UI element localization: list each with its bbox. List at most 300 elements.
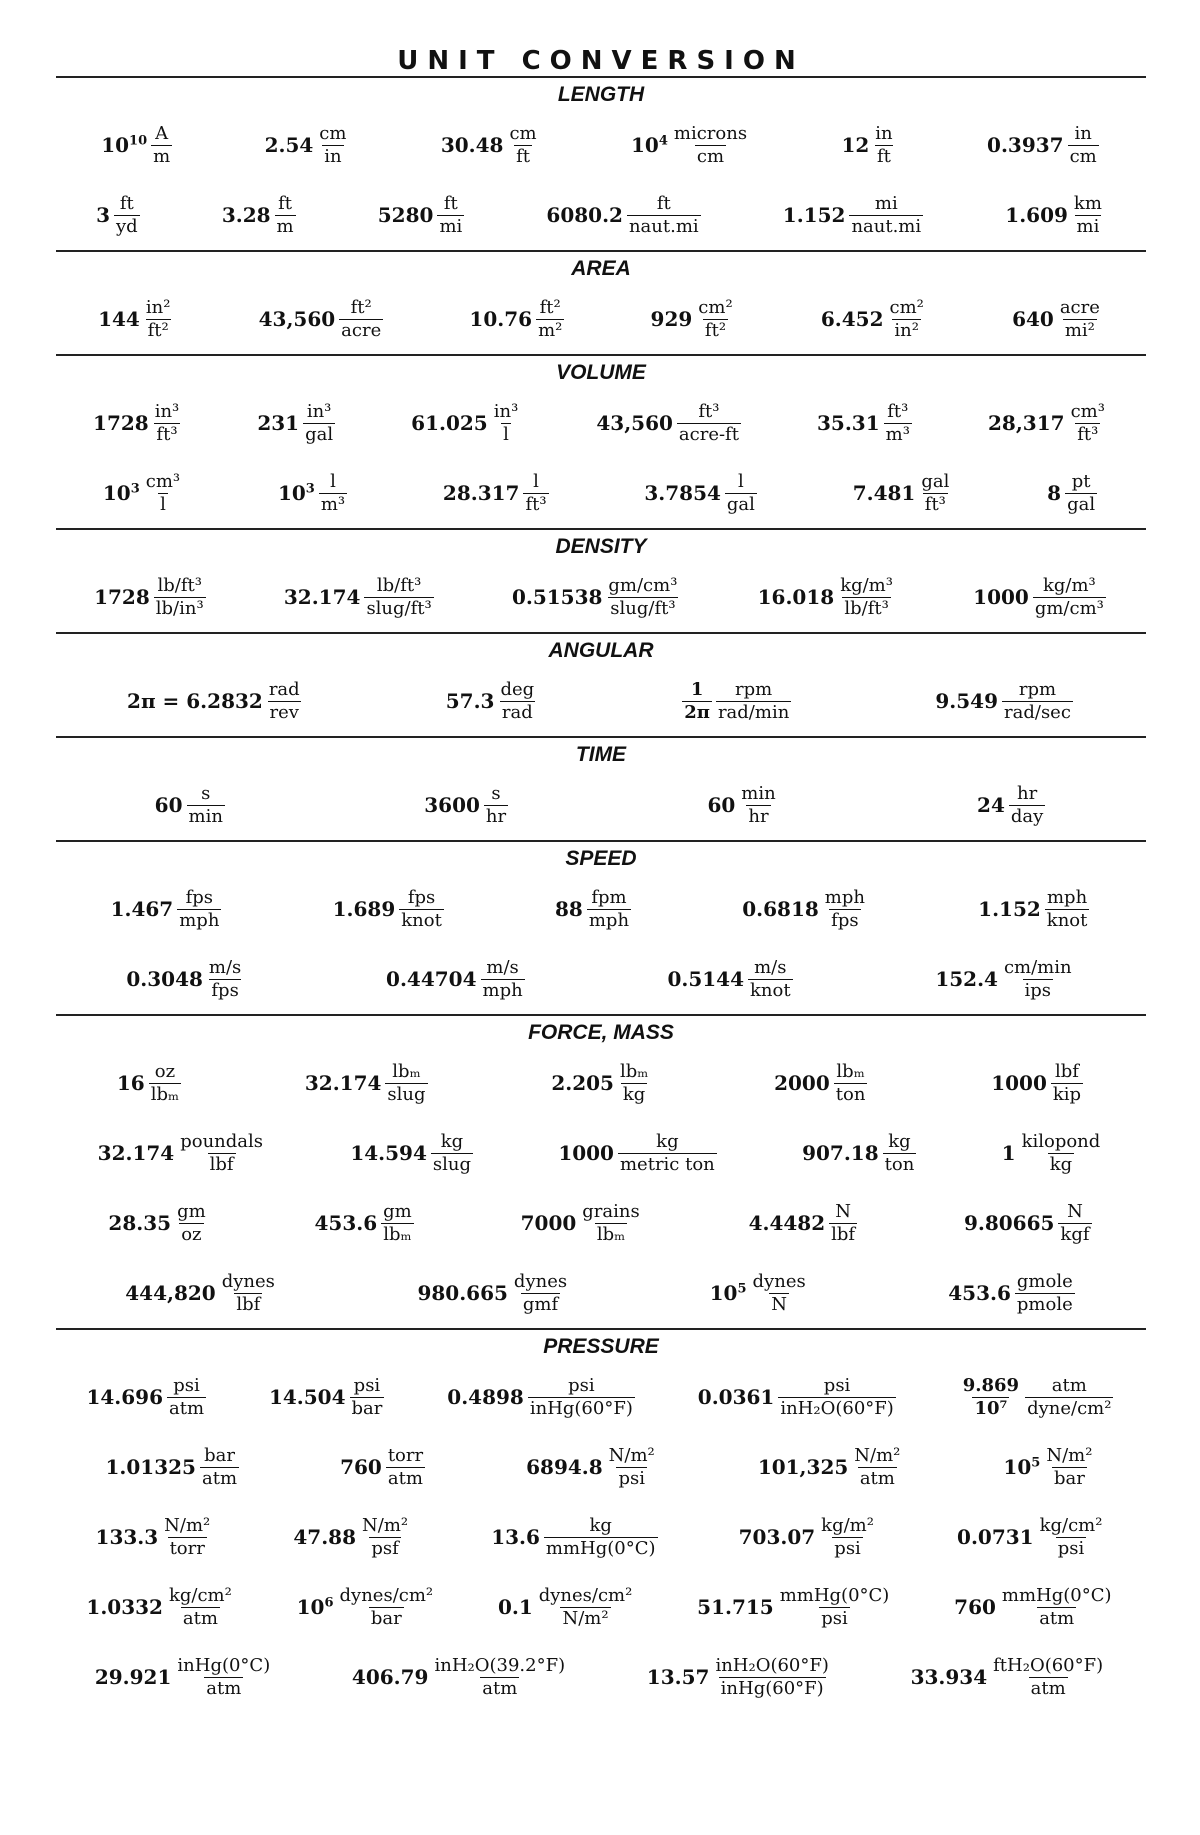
numerator: dynes/cm² bbox=[339, 1584, 434, 1606]
conversion-item bbox=[127, 679, 304, 724]
conversion-item bbox=[935, 679, 1075, 724]
unit-fraction bbox=[834, 1061, 868, 1106]
numerator: dynes bbox=[221, 1270, 275, 1292]
numerator: l bbox=[738, 470, 744, 492]
numerator: kg bbox=[589, 1514, 612, 1536]
coefficient: 6894.8 bbox=[526, 1455, 603, 1479]
numerator: mmHg(0°C) bbox=[779, 1584, 890, 1606]
numerator: in³ bbox=[306, 400, 332, 422]
numerator: atm bbox=[1051, 1374, 1087, 1396]
denominator: pmole bbox=[1016, 1293, 1073, 1315]
coefficient: 3 bbox=[96, 203, 110, 227]
section-heading-angular: ANGULAR bbox=[548, 639, 654, 662]
coefficient: 32.174 bbox=[283, 585, 361, 609]
unit-fraction bbox=[187, 783, 225, 828]
unit-fraction bbox=[339, 297, 383, 342]
conversion-item bbox=[424, 783, 510, 828]
pressure-row-2 bbox=[56, 1432, 1146, 1502]
unit-fraction bbox=[849, 193, 923, 238]
unit-fraction bbox=[381, 1201, 414, 1246]
coefficient: 0.5144 bbox=[667, 967, 744, 991]
numerator: mph bbox=[824, 886, 865, 908]
numerator: ft² bbox=[539, 296, 561, 318]
numerator: lbf bbox=[1055, 1060, 1079, 1082]
force-mass-row-2 bbox=[56, 1118, 1146, 1188]
numerator: ft bbox=[443, 192, 458, 214]
coefficient: 2.54 bbox=[264, 133, 314, 157]
coefficient: 0.1 bbox=[497, 1595, 533, 1619]
denominator: N/m² bbox=[562, 1607, 609, 1629]
unit-fraction bbox=[437, 193, 464, 238]
conversion-item bbox=[935, 957, 1075, 1002]
unit-fraction bbox=[492, 401, 521, 446]
numerator: m/s bbox=[754, 956, 787, 978]
unit-fraction bbox=[580, 1201, 641, 1246]
numerator: lbₘ bbox=[836, 1060, 865, 1082]
coefficient: 12 bbox=[841, 133, 870, 157]
conversion-item bbox=[1012, 297, 1104, 342]
numerator: psi bbox=[823, 1374, 851, 1396]
unit-fraction bbox=[317, 123, 348, 168]
force-mass-row-1 bbox=[56, 1048, 1146, 1118]
conversion-item bbox=[710, 1271, 810, 1316]
unit-fraction bbox=[823, 887, 867, 932]
leading-fraction bbox=[682, 679, 712, 724]
numerator: cm² bbox=[698, 296, 733, 318]
coefficient: 1.609 bbox=[1005, 203, 1068, 227]
denominator: in bbox=[324, 145, 342, 167]
unit-fraction bbox=[151, 123, 172, 168]
angular-row-1 bbox=[56, 666, 1146, 736]
coefficient: 0.51538 bbox=[511, 585, 603, 609]
conversion-item bbox=[651, 297, 737, 342]
conversion-item bbox=[954, 1585, 1115, 1630]
denominator: ft³ bbox=[1077, 423, 1099, 445]
unit-fraction bbox=[1020, 1131, 1103, 1176]
unit-fraction bbox=[385, 1061, 427, 1106]
coefficient: 980.665 bbox=[417, 1281, 508, 1305]
denominator: atm bbox=[859, 1467, 895, 1489]
conversion-item bbox=[417, 1271, 571, 1316]
denominator: gal bbox=[1067, 493, 1096, 515]
unit-fraction bbox=[883, 1131, 917, 1176]
conversion-item bbox=[491, 1515, 659, 1560]
conversion-sheet bbox=[56, 46, 1146, 1712]
numerator: psi bbox=[568, 1374, 595, 1396]
denominator: mi bbox=[439, 215, 463, 237]
denominator: kg bbox=[622, 1083, 646, 1105]
coefficient: 28.317 bbox=[442, 481, 520, 505]
coefficient: 16.018 bbox=[757, 585, 835, 609]
denominator: m² bbox=[538, 319, 563, 341]
pressure-row-4 bbox=[56, 1572, 1146, 1642]
denominator: acre bbox=[341, 319, 382, 341]
unit-fraction bbox=[167, 1585, 234, 1630]
conversion-item bbox=[95, 1655, 274, 1700]
pressure-row-3 bbox=[56, 1502, 1146, 1572]
coefficient: 929 bbox=[650, 307, 693, 331]
denominator: naut.mi bbox=[851, 215, 922, 237]
unit-fraction bbox=[778, 1375, 895, 1420]
conversion-item bbox=[644, 471, 759, 516]
unit-fraction bbox=[751, 1271, 808, 1316]
denominator: ft² bbox=[704, 319, 727, 341]
unit-fraction bbox=[1068, 123, 1099, 168]
coefficient: $10^4$ bbox=[631, 133, 668, 157]
unit-fraction bbox=[1069, 401, 1107, 446]
coefficient: 1.0332 bbox=[86, 1595, 163, 1619]
numerator: lbₘ bbox=[619, 1060, 649, 1082]
denominator: lbₘ bbox=[150, 1083, 180, 1105]
numerator: in bbox=[875, 122, 893, 144]
coefficient: 51.715 bbox=[697, 1595, 774, 1619]
coefficient: 2.205 bbox=[551, 1071, 614, 1095]
denominator: rad/sec bbox=[1004, 701, 1071, 723]
unit-fraction bbox=[1044, 1445, 1094, 1490]
numerator: s bbox=[201, 782, 211, 804]
coefficient: 4.4482 bbox=[748, 1211, 826, 1235]
denominator: torr bbox=[169, 1537, 205, 1559]
denominator: hr bbox=[485, 805, 507, 827]
coefficient: 16 bbox=[116, 1071, 145, 1095]
conversion-item bbox=[631, 123, 751, 168]
conversion-item bbox=[546, 193, 702, 238]
coefficient: 8 bbox=[1047, 481, 1062, 505]
coefficient: 1.01325 bbox=[105, 1455, 196, 1479]
denominator: gal bbox=[726, 493, 755, 515]
conversion-item bbox=[94, 575, 208, 620]
numerator: cm³ bbox=[145, 470, 181, 492]
unit-fraction bbox=[364, 575, 433, 620]
conversion-item bbox=[278, 471, 349, 516]
conversion-item bbox=[446, 679, 538, 724]
conversion-item bbox=[977, 783, 1047, 828]
numerator: mmHg(0°C) bbox=[1001, 1584, 1112, 1606]
coefficient: 28.35 bbox=[108, 1211, 172, 1235]
unit-fraction bbox=[739, 783, 777, 828]
unit-fraction bbox=[360, 1515, 410, 1560]
section-heading-area: AREA bbox=[571, 257, 631, 280]
coefficient: 43,560 bbox=[596, 411, 673, 435]
numerator: cm bbox=[319, 122, 347, 144]
numerator: ft bbox=[656, 192, 671, 214]
denominator: knot bbox=[750, 979, 791, 1001]
conversion-item bbox=[802, 1131, 918, 1176]
unit-fraction bbox=[544, 1515, 658, 1560]
denominator: l bbox=[503, 423, 509, 445]
numerator: in² bbox=[145, 296, 171, 318]
unit-fraction bbox=[618, 1061, 650, 1106]
denominator: cm bbox=[1069, 145, 1097, 167]
unit-fraction bbox=[991, 1655, 1105, 1700]
denominator: yd bbox=[115, 215, 138, 237]
numerator: N/m² bbox=[362, 1514, 409, 1536]
coefficient: 14.504 bbox=[268, 1385, 346, 1409]
coefficient: 453.6 bbox=[314, 1211, 378, 1235]
numerator: gmole bbox=[1016, 1270, 1073, 1292]
conversion-item bbox=[973, 575, 1108, 620]
coefficient: 1000 bbox=[973, 585, 1029, 609]
conversion-item bbox=[783, 193, 925, 238]
coefficient: 6.452 bbox=[820, 307, 884, 331]
coefficient: 33.934 bbox=[910, 1665, 988, 1689]
unit-fraction bbox=[481, 957, 525, 1002]
unit-fraction bbox=[1002, 957, 1074, 1002]
unit-fraction bbox=[144, 471, 182, 516]
unit-fraction bbox=[267, 679, 302, 724]
conversion-item bbox=[155, 783, 227, 828]
denominator: gmf bbox=[522, 1293, 559, 1315]
numerator: deg bbox=[500, 678, 535, 700]
coefficient: 444,820 bbox=[125, 1281, 216, 1305]
denominator: rev bbox=[269, 701, 299, 723]
coefficient: 1728 bbox=[93, 411, 149, 435]
denominator: atm bbox=[182, 1607, 218, 1629]
unit-fraction bbox=[713, 1655, 830, 1700]
coefficient: $10^5$ bbox=[709, 1281, 747, 1305]
denominator: atm bbox=[201, 1467, 238, 1489]
conversion-item bbox=[667, 957, 794, 1002]
unit-fraction bbox=[399, 887, 444, 932]
conversion-item bbox=[259, 297, 386, 342]
conversion-item bbox=[948, 1271, 1076, 1316]
denominator: lb/in³ bbox=[155, 597, 204, 619]
denominator: lbf bbox=[831, 1223, 856, 1245]
unit-fraction bbox=[431, 1131, 473, 1176]
denominator: 2π bbox=[684, 701, 710, 723]
conversion-item bbox=[126, 957, 245, 1002]
numerator: rpm bbox=[1018, 678, 1057, 700]
denominator: ft bbox=[877, 145, 891, 167]
denominator: m bbox=[153, 145, 171, 167]
coefficient: 0.3048 bbox=[126, 967, 203, 991]
coefficient: 152.4 bbox=[935, 967, 998, 991]
conversion-item bbox=[758, 575, 897, 620]
coefficient: 24 bbox=[977, 793, 1005, 817]
numerator: torr bbox=[387, 1444, 424, 1466]
coefficient: 231 bbox=[257, 411, 300, 435]
section-heading-density: DENSITY bbox=[555, 535, 647, 558]
conversion-item bbox=[297, 1585, 438, 1630]
denominator: m³ bbox=[885, 423, 910, 445]
denominator: mmHg(0°C) bbox=[545, 1537, 656, 1559]
unit-fraction bbox=[338, 1585, 436, 1630]
coefficient: 9.80665 bbox=[963, 1211, 1055, 1235]
denominator: slug bbox=[387, 1083, 426, 1105]
denominator: ton bbox=[835, 1083, 866, 1105]
coefficient: 47.88 bbox=[293, 1525, 356, 1549]
conversion-item bbox=[103, 471, 184, 516]
coefficient: 760 bbox=[340, 1455, 382, 1479]
unit-fraction bbox=[386, 1445, 425, 1490]
denominator: naut.mi bbox=[628, 215, 699, 237]
unit-fraction bbox=[606, 575, 679, 620]
unit-fraction bbox=[432, 1655, 567, 1700]
unit-fraction bbox=[1002, 679, 1073, 724]
coefficient: 1.689 bbox=[332, 897, 396, 921]
numerator: mi bbox=[874, 192, 898, 214]
denominator: lbₘ bbox=[383, 1223, 412, 1245]
unit-fraction bbox=[220, 1271, 277, 1316]
coefficient: 0.44704 bbox=[386, 967, 477, 991]
denominator: psi bbox=[821, 1607, 848, 1629]
unit-fraction bbox=[1033, 575, 1106, 620]
denominator: atm bbox=[1030, 1677, 1066, 1699]
conversion-item bbox=[555, 887, 633, 932]
coefficient: 0.4898 bbox=[447, 1385, 524, 1409]
unit-fraction bbox=[114, 193, 140, 238]
numerator: acre bbox=[1059, 296, 1100, 318]
denominator: fps bbox=[211, 979, 239, 1001]
section-heading-force-mass: FORCE, MASS bbox=[528, 1021, 674, 1044]
unit-fraction bbox=[672, 123, 749, 168]
coefficient: 61.025 bbox=[411, 411, 488, 435]
denominator: slug/ft³ bbox=[366, 597, 432, 619]
denominator: inHg(60°F) bbox=[529, 1397, 633, 1419]
conversion-item bbox=[1005, 193, 1106, 238]
coefficient: 0.0731 bbox=[957, 1525, 1034, 1549]
coefficient: 3.28 bbox=[221, 203, 271, 227]
numerator: ftH₂O(60°F) bbox=[993, 1654, 1104, 1676]
numerator: microns bbox=[673, 122, 748, 144]
coefficient: 32.174 bbox=[304, 1071, 382, 1095]
numerator: dynes bbox=[513, 1270, 568, 1292]
section-heading-time: TIME bbox=[575, 743, 627, 766]
unit-fraction bbox=[587, 887, 631, 932]
numerator: kg/m² bbox=[821, 1514, 874, 1536]
numerator: kg/cm² bbox=[168, 1584, 232, 1606]
unit-fraction bbox=[1058, 1201, 1091, 1246]
conversion-item bbox=[647, 1655, 833, 1700]
unit-fraction bbox=[1045, 887, 1090, 932]
conversion-item bbox=[447, 1375, 637, 1420]
unit-fraction bbox=[607, 1445, 657, 1490]
conversion-item bbox=[386, 957, 527, 1002]
coefficient: 13.6 bbox=[491, 1525, 540, 1549]
denominator: ton bbox=[884, 1153, 915, 1175]
denominator: slug/ft³ bbox=[610, 597, 676, 619]
coefficient: 144 bbox=[98, 307, 140, 331]
coefficient: 1.152 bbox=[978, 897, 1041, 921]
numerator: grains bbox=[582, 1200, 640, 1222]
unit-fraction bbox=[303, 401, 335, 446]
numerator: kg bbox=[888, 1130, 911, 1152]
denominator: rad/min bbox=[717, 701, 790, 723]
numerator: m/s bbox=[208, 956, 242, 978]
coefficient: 3.7854 bbox=[644, 481, 721, 505]
volume-row-2 bbox=[56, 458, 1146, 528]
coefficient: 14.696 bbox=[86, 1385, 163, 1409]
coefficient: 14.594 bbox=[350, 1141, 427, 1165]
coefficient: 1000 bbox=[558, 1141, 614, 1165]
numerator: N bbox=[1067, 1200, 1083, 1222]
numerator: gm bbox=[383, 1200, 412, 1222]
conversion-item bbox=[257, 401, 337, 446]
conversion-item bbox=[106, 1445, 242, 1490]
conversion-item bbox=[964, 1201, 1094, 1246]
denominator: psi bbox=[618, 1467, 645, 1489]
coefficient: 1 bbox=[1001, 1141, 1016, 1165]
conversion-item bbox=[991, 1061, 1085, 1106]
unit-fraction bbox=[175, 1655, 272, 1700]
denominator: ft³ bbox=[156, 423, 178, 445]
numerator: fpm bbox=[591, 886, 627, 908]
pressure-row-5 bbox=[56, 1642, 1146, 1712]
unit-fraction bbox=[149, 1061, 181, 1106]
conversion-item bbox=[551, 1061, 652, 1106]
coefficient: $10^3$ bbox=[277, 481, 315, 505]
unit-fraction bbox=[852, 1445, 902, 1490]
denominator: kg bbox=[1049, 1153, 1073, 1175]
coefficient: 1.152 bbox=[782, 203, 846, 227]
conversion-item bbox=[284, 575, 436, 620]
conversion-item bbox=[526, 1445, 659, 1490]
denominator: ft bbox=[516, 145, 530, 167]
denominator: m bbox=[276, 215, 294, 237]
conversion-item bbox=[315, 1201, 416, 1246]
denominator: ft² bbox=[147, 319, 169, 341]
conversion-item bbox=[222, 193, 298, 238]
conversion-item bbox=[1047, 471, 1099, 516]
numerator: kg bbox=[656, 1130, 679, 1152]
numerator: kg/m³ bbox=[1042, 574, 1096, 596]
conversion-item bbox=[959, 1375, 1116, 1420]
denominator: mph bbox=[482, 979, 523, 1001]
unit-fraction bbox=[537, 1585, 635, 1630]
conversion-item bbox=[469, 297, 566, 342]
conversion-item bbox=[352, 1655, 569, 1700]
denominator: m³ bbox=[320, 493, 346, 515]
numerator: min bbox=[741, 782, 776, 804]
unit-fraction bbox=[484, 783, 508, 828]
conversion-item bbox=[853, 471, 954, 516]
coefficient: 30.48 bbox=[440, 133, 504, 157]
coefficient: 35.31 bbox=[817, 411, 880, 435]
conversion-item bbox=[340, 1445, 427, 1490]
unit-fraction bbox=[1000, 1585, 1114, 1630]
denominator: gm/cm³ bbox=[1034, 597, 1104, 619]
numerator: cm³ bbox=[1070, 400, 1105, 422]
numerator: N/m² bbox=[1046, 1444, 1093, 1466]
numerator: inH₂O(39.2°F) bbox=[434, 1654, 566, 1676]
conversion-item bbox=[707, 783, 779, 828]
unit-fraction bbox=[873, 123, 894, 168]
numerator: fps bbox=[185, 886, 214, 908]
density-row-1 bbox=[56, 562, 1146, 632]
conversion-item bbox=[680, 679, 793, 724]
denominator: rad bbox=[501, 701, 533, 723]
numerator: lb/ft³ bbox=[157, 574, 202, 596]
conversion-item bbox=[443, 471, 551, 516]
denominator: ft³ bbox=[924, 493, 946, 515]
numerator: hr bbox=[1017, 782, 1038, 804]
numerator: mph bbox=[1046, 886, 1088, 908]
unit-fraction bbox=[154, 575, 206, 620]
conversion-item bbox=[117, 1061, 183, 1106]
coefficient: 88 bbox=[555, 897, 583, 921]
denominator: psi bbox=[1057, 1537, 1085, 1559]
coefficient: 60 bbox=[154, 793, 183, 817]
numerator: inHg(0°C) bbox=[177, 1654, 271, 1676]
numerator: gal bbox=[921, 470, 950, 492]
force-mass-row-3 bbox=[56, 1188, 1146, 1258]
denominator: knot bbox=[1046, 909, 1088, 931]
unit-fraction bbox=[177, 887, 221, 932]
force-mass-row-4 bbox=[56, 1258, 1146, 1328]
numerator: psi bbox=[353, 1374, 381, 1396]
denominator: bar bbox=[1053, 1467, 1085, 1489]
unit-fraction bbox=[144, 297, 173, 342]
